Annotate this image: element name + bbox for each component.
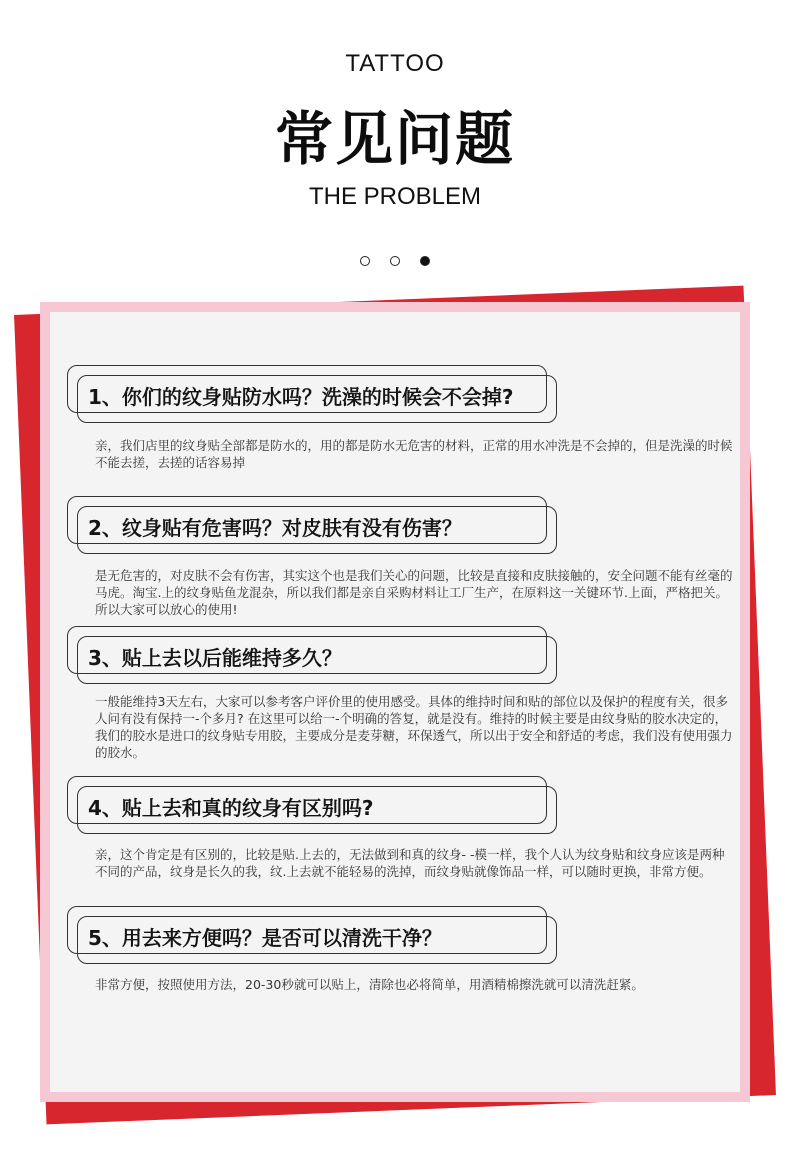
question-text: 3、贴上去以后能维持多久？ <box>88 646 342 670</box>
faq-panel <box>50 312 740 1092</box>
pagination-dot[interactable] <box>360 256 370 266</box>
page-subtitle: THE PROBLEM <box>308 183 482 210</box>
answer-text: 非常方便，按照使用方法，20-30秒就可以贴上，清除也必将简单，用酒精棉擦洗就可以清洗赶紧。 <box>95 977 644 992</box>
question-box <box>67 906 557 966</box>
question-box <box>67 626 557 686</box>
answer-text: 一般能维持3天左右，大家可以参考客户评价里的使用感受。具体的维持时间和贴的部位以及保护的程度有关，很多人问有没有保持一-个多月? 在这里可以给一-个明确的答复，就是没有。维持的时候主要是由纹身贴的胶水决定的，我们的胶水是进口的纹身贴专用胶，主要成分是麦芽糖，环保透气，所以出于安全和舒适的考虑，我们没有使用强力的胶水。 <box>95 694 733 760</box>
question-text: 2、纹身贴有危害吗？对皮肤有没有伤害？ <box>88 516 462 540</box>
question-text: 5、用去来方便吗？是否可以清洗干净？ <box>88 926 442 950</box>
question-text: 4、贴上去和真的纹身有区别吗? <box>88 796 374 820</box>
question-text: 1、你们的纹身贴防水吗？洗澡的时候会不会掉? <box>88 385 514 409</box>
pagination-dot[interactable] <box>390 256 400 266</box>
eyebrow-text: TATTOO <box>345 50 445 77</box>
question-box <box>67 365 557 425</box>
pagination-dots <box>0 256 790 266</box>
answer-text: 是无危害的，对皮肤不会有伤害，其实这个也是我们关心的问题，比较是直接和皮肤接触的，安全问题不能有丝毫的马虎。淘宝.上的纹身贴鱼龙混杂，所以我们都是亲自采购材料让工厂生产，在原料这一关键环节.上面，严格把关。所以大家可以放心的使用! <box>95 568 733 617</box>
answer-text: 亲，我们店里的纹身贴全部都是防水的，用的都是防水无危害的材料，正常的用水冲洗是不会掉的，但是洗澡的时候不能去搓，去搓的话容易掉 <box>95 438 733 470</box>
page-title: 常见问题 <box>274 105 515 173</box>
pagination-dot-active[interactable] <box>420 256 430 266</box>
question-box <box>67 776 557 836</box>
answer-text: 亲，这个肯定是有区别的，比较是贴.上去的，无法做到和真的纹身- -模一样，我个人认为纹身贴和纹身应该是两种不同的产品，纹身是长久的我，纹.上去就不能轻易的洗掉，而纹身贴就像饰品一样，可以随时更换，非常方便。 <box>95 847 725 879</box>
question-box <box>67 496 557 556</box>
